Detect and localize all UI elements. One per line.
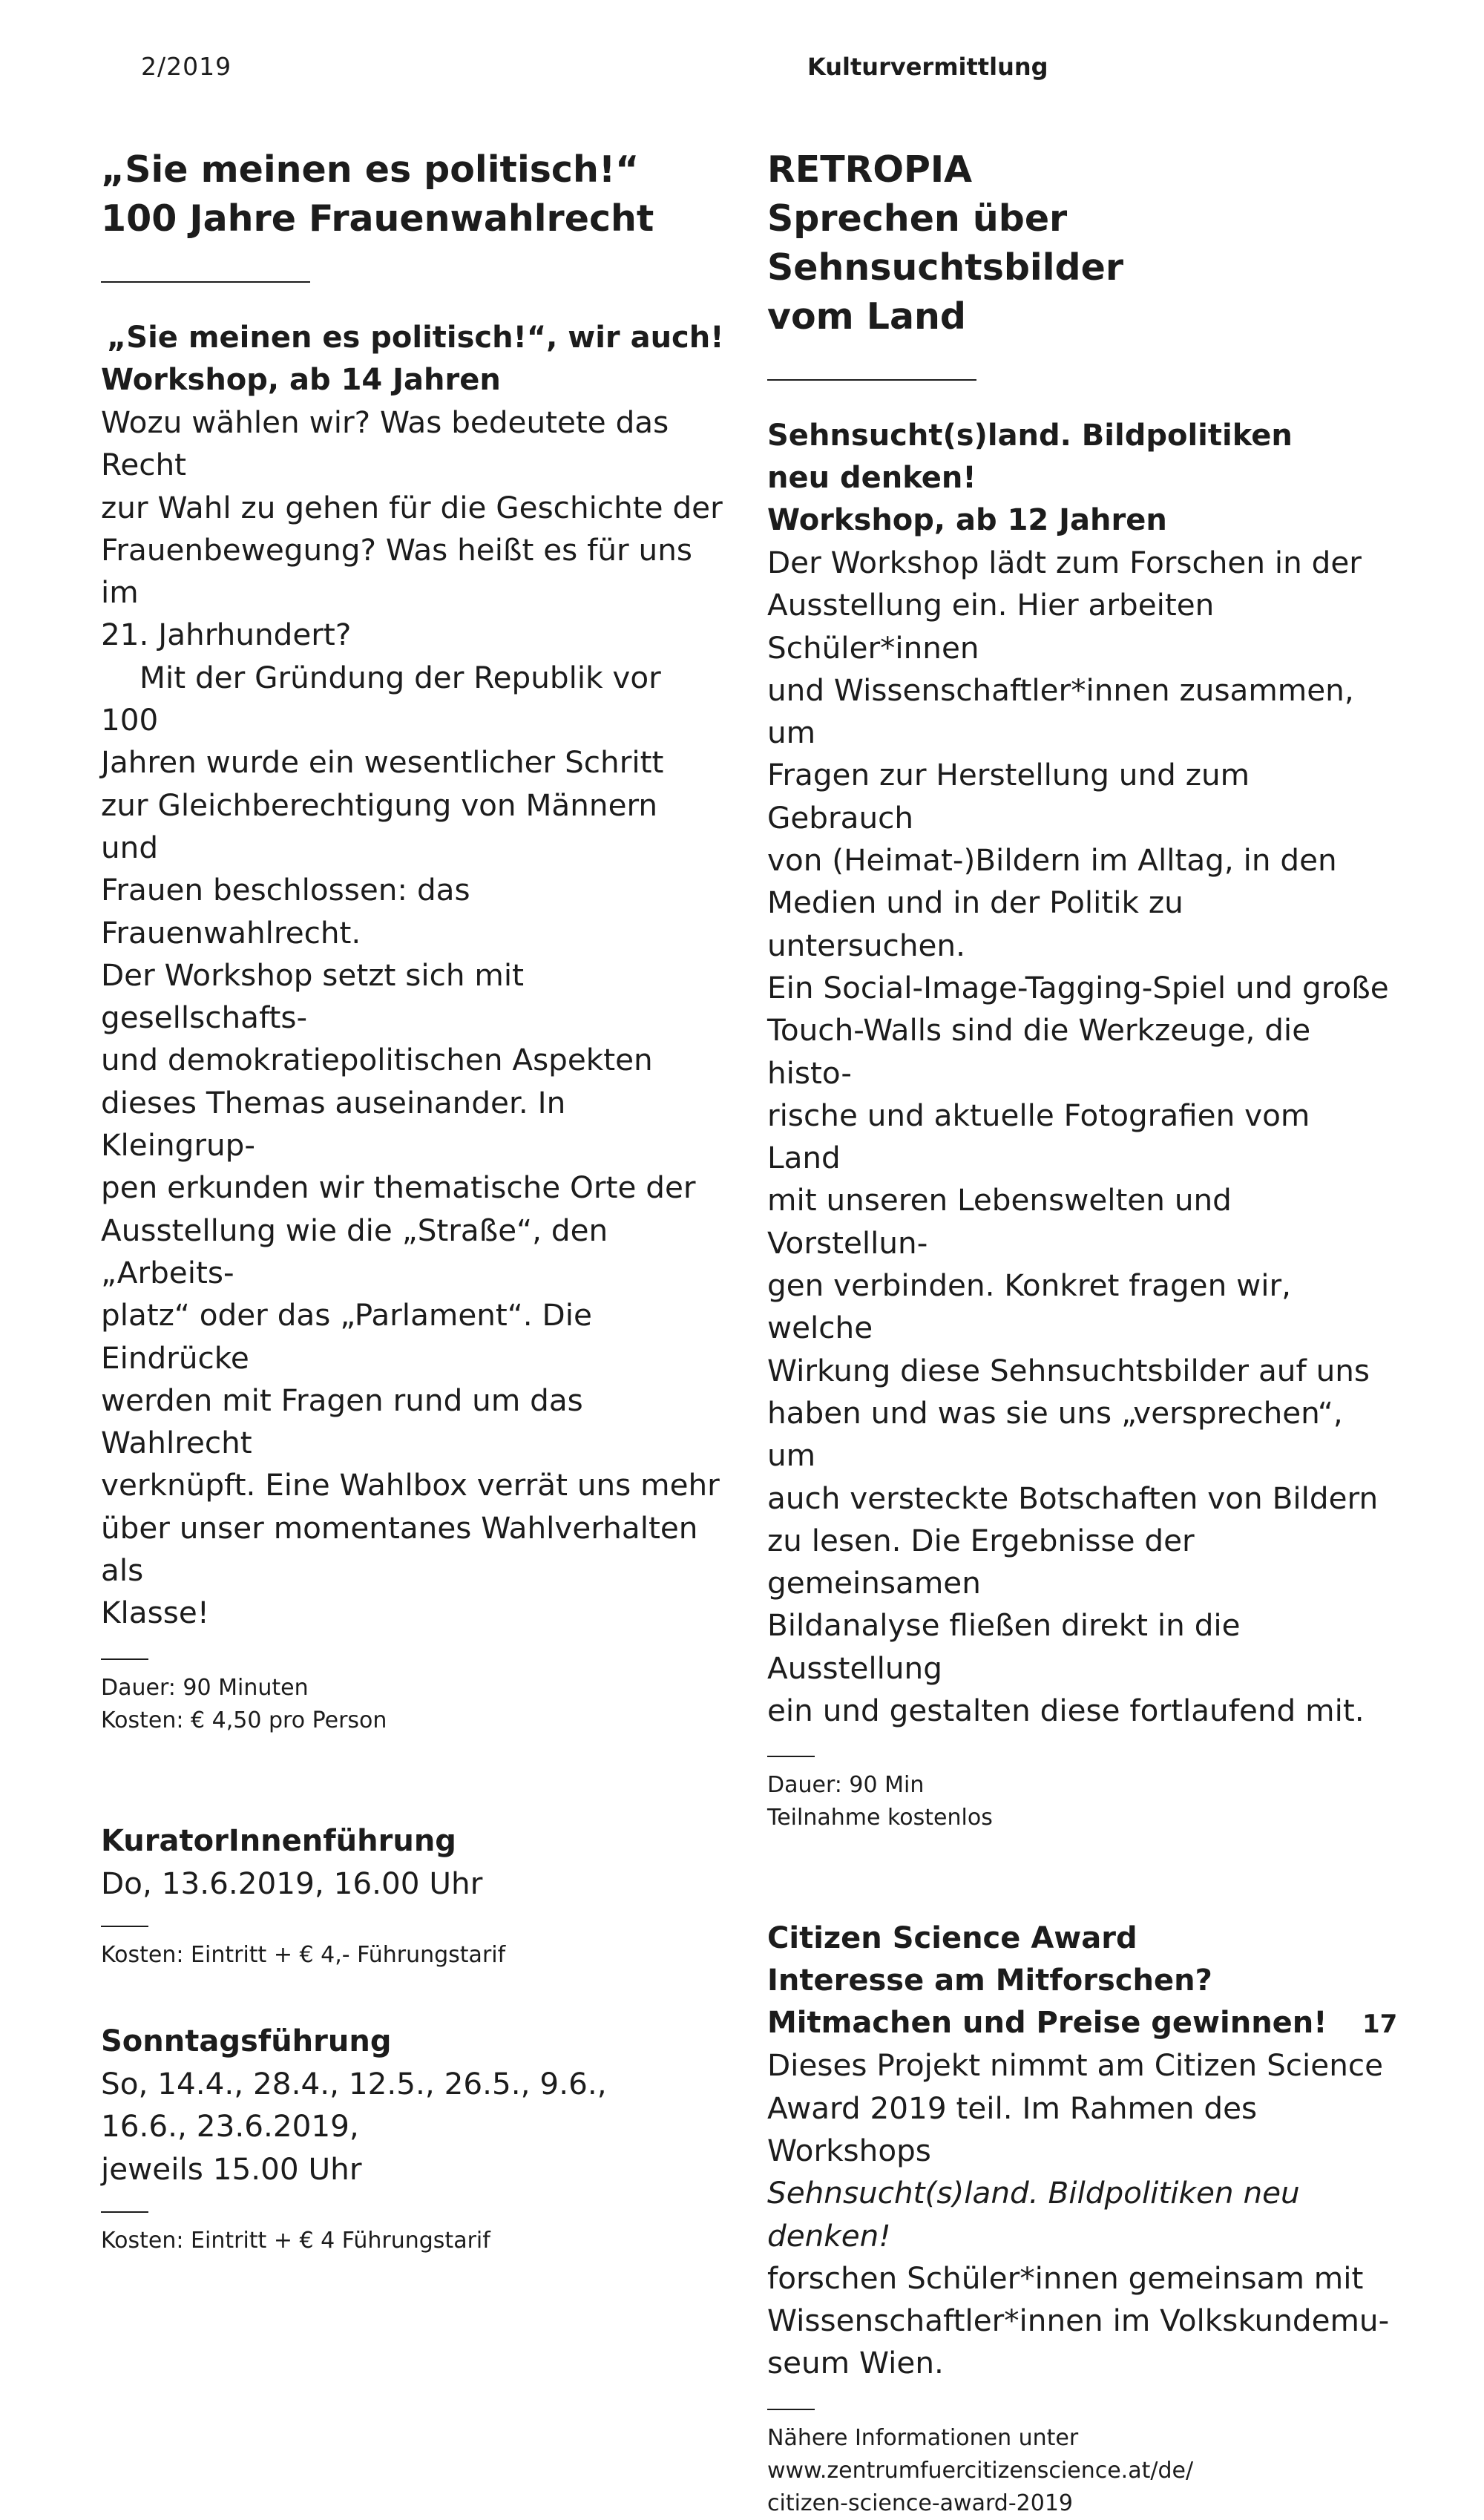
issue-label: 2/2019 [141, 52, 232, 81]
workshop-info: Dauer: 90 Minuten Kosten: € 4,50 pro Person [101, 1674, 387, 1733]
award-link[interactable]: citizen-science-award-2019 [767, 2490, 1074, 2516]
workshop-info: Dauer: 90 Min Teilnahme kostenlos [767, 1772, 993, 1831]
divider [101, 1926, 148, 1927]
sonntag-info: Kosten: Eintritt + € 4 Führungstarif [101, 2227, 490, 2254]
kurator-date: Do, 13.6.2019, 16.00 Uhr [101, 1865, 483, 1901]
workshop-title-italic: Sehnsucht(s)land. Bildpolitiken neu denken! [767, 2175, 1300, 2254]
award-link[interactable]: www.zentrumfuercitizenscience.at/de/ [767, 2457, 1194, 2484]
sonntag-dates: So, 14.4., 28.4., 12.5., 26.5., 9.6., 16.6., 23.6.2019, jeweils 15.00 Uhr [101, 2065, 607, 2187]
workshop-subtitle: Sehnsucht(s)land. Bildpolitiken neu denken! Workshop, ab 12 Jahren [767, 419, 1293, 537]
right-title: RETROPIA Sprechen über Sehnsuchtsbilder vom Land [767, 148, 1123, 338]
kurator-title: KuratorInnenführung [101, 1823, 456, 1858]
award-info: Nähere Informationen unter www.zentrumfuercitizenscience.at/de/ citizen-science-award-2019 [767, 2422, 1391, 2520]
workshop-intro: Wozu wählen wir? Was bedeutete das Recht zur Wahl zu gehen für die Geschichte der Frauenbewegung? Was heißt es für uns im 21. Jahrhundert? [101, 404, 723, 653]
left-title: „Sie meinen es politisch!“ 100 Jahre Frauenwahlrecht [101, 148, 654, 240]
workshop-description: Der Workshop lädt zum Forschen in der Ausstellung ein. Hier arbeiten Schüler*innen und Wissenschaftler*innen zusammen, um Fragen zur Herstellung und zum Gebrauch von (Heimat-)Bildern im Alltag, in den Medien und in der Politik zu untersuchen. Ein Social-Image-Tagging-Spiel und große Touch-Walls sind die Werkzeuge, die histo- rische und aktuelle Fotografien vom Land mit unseren Lebenswelten und Vorstellun- gen verbinden. Konkret fragen wir, welche Wirkung diese Sehnsuchtsbilder auf uns haben und was sie uns „versprechen“, um auch versteckte Botschaften von Bildern zu lesen. Die Ergebnisse der gemeinsamen Bildanalyse fließen direkt in die Ausstellung ein und gestalten diese fortlaufend mit. [767, 545, 1389, 1729]
divider [101, 281, 310, 283]
workshop-subtitle: „Sie meinen es politisch!“, wir auch! Workshop, ab 14 Jahren [101, 321, 724, 397]
section-label: Kulturvermittlung [807, 53, 1048, 81]
divider [767, 2409, 815, 2410]
award-description: Dieses Projekt nimmt am Citizen Science Award 2019 teil. Im Rahmen des Workshops Sehnsucht(s)land. Bildpolitiken neu denken! forschen Schüler*innen gemeinsam mit Wissenschaftler*innen im Volkskundemu- seum Wien. [767, 2047, 1390, 2381]
divider [767, 379, 976, 381]
page-number: 17 [1362, 2009, 1398, 2039]
workshop-description: Mit der Gründung der Republik vor 100 Jahren wurde ein wesentlicher Schritt zur Gleichberechtigung von Männern und Frauen beschlossen: das Frauenwahlrecht. Der Workshop setzt sich mit gesellschafts- und demokratiepolitischen Aspekten dieses Themas auseinander. In Kleingrup- pen erkunden wir thematische Orte der Ausstellung wie die „Straße“, den „Arbeits- platz“ oder das „Parlament“. Die Eindrücke werden mit Fragen rund um das Wahlrecht verknüpft. Eine Wahlbox verrät uns mehr über unser momentanes Wahlverhalten als Klasse! [101, 659, 720, 1631]
divider [767, 1756, 815, 1757]
divider [101, 2211, 148, 2213]
left-column [101, 145, 724, 2257]
award-subtitle: Citizen Science Award Interesse am Mitforschen? Mitmachen und Preise gewinnen! [767, 1921, 1327, 2041]
right-column [767, 145, 1391, 2520]
divider [101, 1658, 148, 1660]
kurator-info: Kosten: Eintritt + € 4,- Führungstarif [101, 1941, 506, 1968]
sonntag-title: Sonntagsführung [101, 2024, 392, 2058]
